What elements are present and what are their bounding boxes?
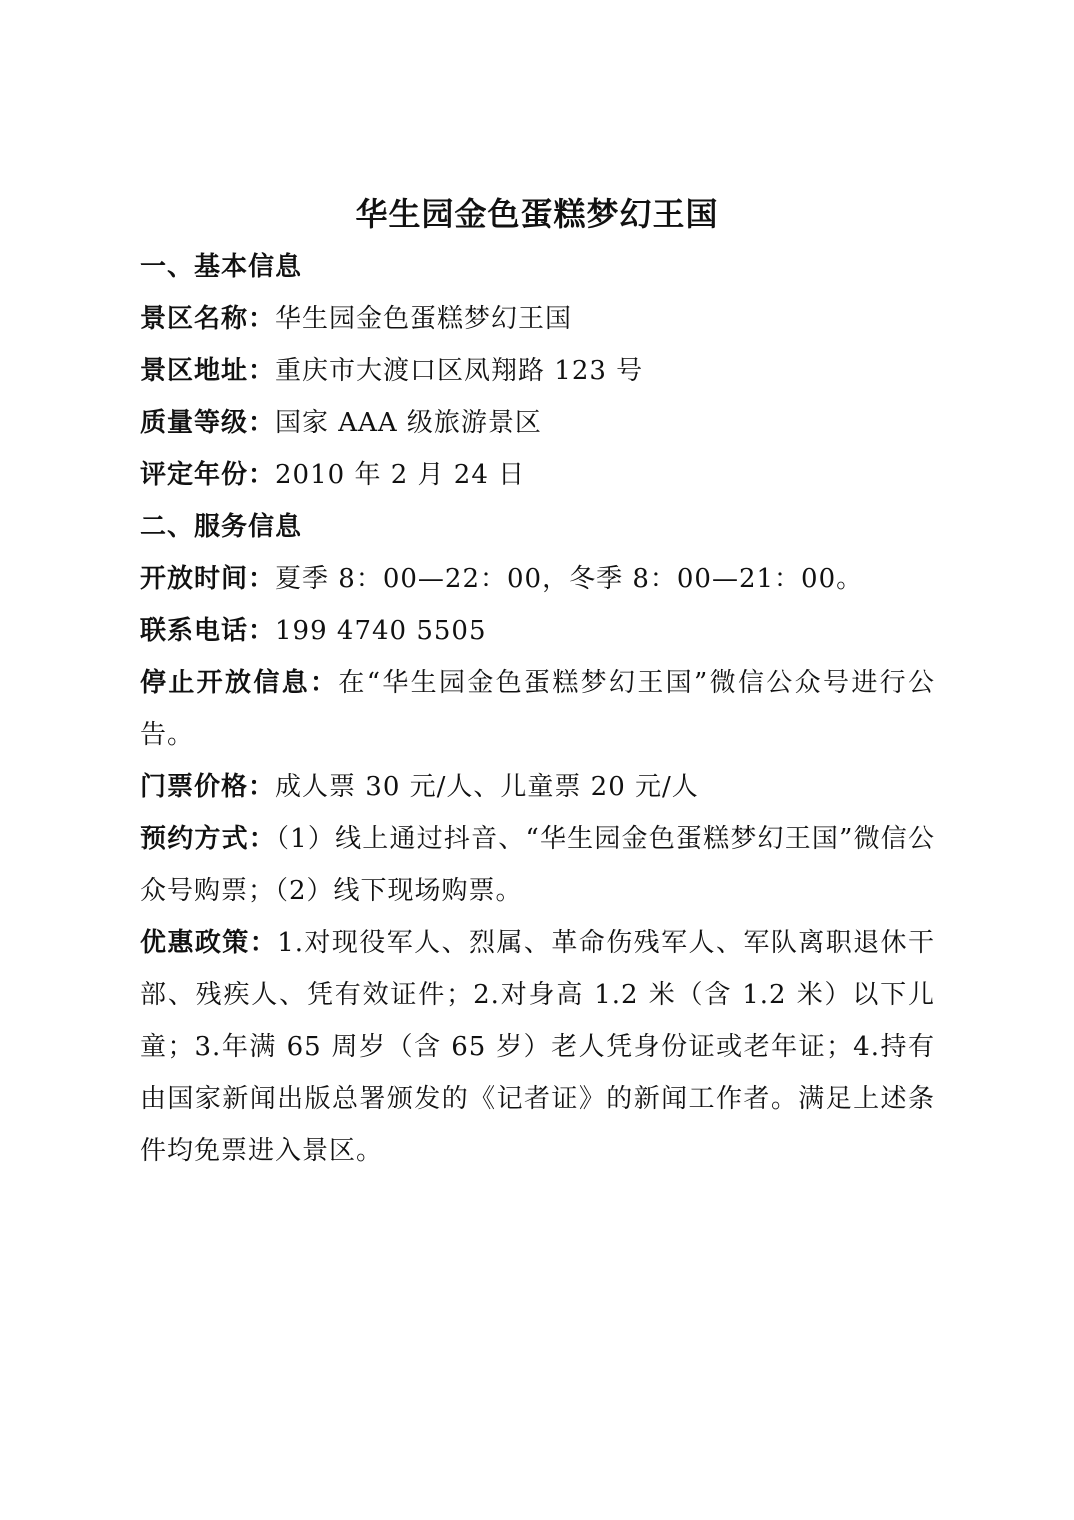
document-title: 华生园金色蛋糕梦幻王国 — [355, 195, 719, 233]
field-value: （1）线上通过抖音、“华生园金色蛋糕梦幻王国”微信公众号购票；（2）线下现场购票。 — [140, 824, 935, 906]
field-value: 重庆市大渡口区凤翔路 123 号 — [275, 356, 644, 386]
field-label: 质量等级： — [140, 408, 276, 438]
info-booking-method — [140, 813, 935, 917]
document-body — [140, 241, 935, 1177]
field-value: 夏季 8：00—22：00，冬季 8：00—21：00。 — [275, 564, 864, 594]
section-heading-basic-info: 一、基本信息 — [140, 252, 303, 282]
info-scenic-address — [140, 345, 935, 397]
section-heading-service-info: 二、服务信息 — [140, 512, 303, 542]
info-quality-level — [140, 397, 935, 449]
field-label: 景区地址： — [140, 356, 276, 386]
info-contact-phone — [140, 605, 935, 657]
info-ticket-price — [140, 761, 935, 813]
info-scenic-name — [140, 293, 935, 345]
field-label: 优惠政策： — [140, 928, 278, 958]
field-value: 华生园金色蛋糕梦幻王国 — [275, 304, 573, 334]
field-label: 门票价格： — [140, 772, 276, 802]
field-label: 景区名称： — [140, 304, 276, 334]
field-label: 预约方式： — [140, 824, 276, 854]
info-closure-notice — [140, 657, 935, 761]
info-discount-policy — [140, 917, 935, 1177]
field-value: 2010 年 2 月 24 日 — [275, 460, 526, 490]
field-value: 在“华生园金色蛋糕梦幻王国”微信公众号进行公告。 — [140, 668, 935, 750]
field-value: 国家 AAA 级旅游景区 — [275, 408, 542, 438]
field-value: 1.对现役军人、烈属、革命伤残军人、军队离职退休干部、残疾人、凭有效证件；2.对身高 1.2 米（含 1.2 米）以下儿童；3.年满 65 周岁（含 65 岁）老人凭身份证或老年证；4.持有由国家新闻出版总署颁发的《记者证》的新闻工作者。满足上述条件均免票进入景区。 — [140, 928, 935, 1166]
field-label: 开放时间： — [140, 564, 276, 594]
field-value: 成人票 30 元/人、儿童票 20 元/人 — [275, 772, 699, 802]
info-opening-hours — [140, 553, 935, 605]
field-label: 联系电话： — [140, 616, 276, 646]
field-value: 199 4740 5505 — [275, 616, 487, 646]
field-label: 评定年份： — [140, 460, 276, 490]
info-rating-date — [140, 449, 935, 501]
field-label: 停止开放信息： — [140, 668, 339, 698]
